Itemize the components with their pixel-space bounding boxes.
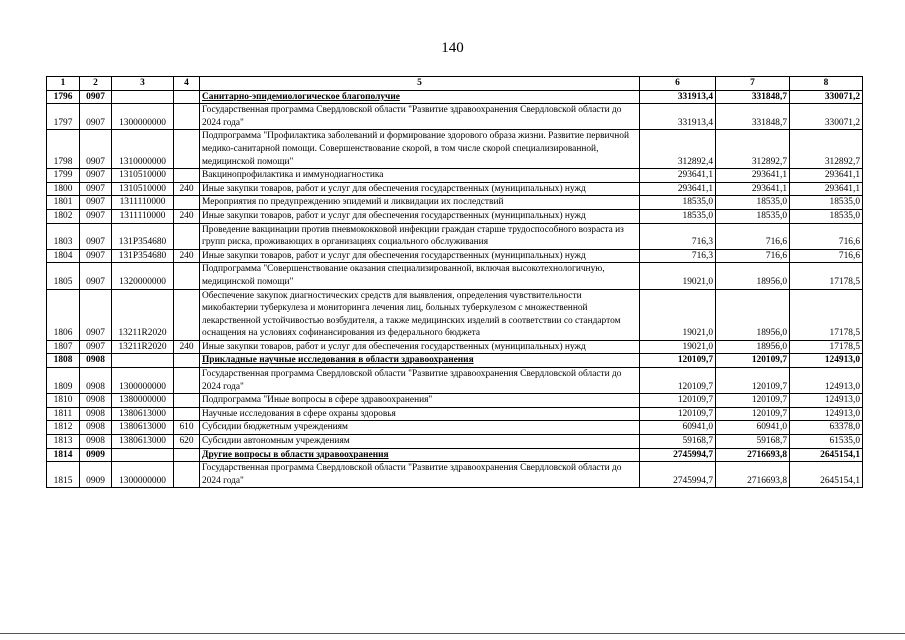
amount-col8-cell: 17178,5	[790, 340, 863, 354]
column-header: 6	[640, 77, 716, 91]
table-row	[47, 435, 863, 449]
section-code-cell: 0907	[80, 169, 112, 183]
expense-type-cell: 240	[174, 249, 200, 263]
section-code-cell: 0907	[80, 340, 112, 354]
amount-col8-cell: 124913,0	[790, 394, 863, 408]
section-code-cell: 0907	[80, 289, 112, 340]
item-name-cell: Субсидии автономным учреждениям	[200, 435, 640, 449]
expense-type-cell: 240	[174, 182, 200, 196]
row-number-cell: 1804	[47, 249, 80, 263]
section-code-cell: 0907	[80, 130, 112, 169]
expense-type-cell	[174, 130, 200, 169]
table-row	[47, 448, 863, 462]
amount-col8-cell: 330071,2	[790, 104, 863, 130]
amount-col6-cell: 716,3	[640, 223, 716, 249]
expense-type-cell	[174, 462, 200, 488]
amount-col7-cell: 18956,0	[716, 340, 790, 354]
target-article-cell: 1310510000	[112, 182, 174, 196]
expense-type-cell	[174, 90, 200, 104]
row-number-cell: 1812	[47, 421, 80, 435]
table-header-row	[47, 77, 863, 91]
target-article-cell: 1380613000	[112, 407, 174, 421]
section-code-cell: 0908	[80, 354, 112, 368]
row-number-cell: 1798	[47, 130, 80, 169]
expense-type-cell	[174, 263, 200, 289]
amount-col6-cell: 19021,0	[640, 289, 716, 340]
table-row	[47, 169, 863, 183]
target-article-cell: 1380613000	[112, 435, 174, 449]
item-name-cell: Мероприятия по предупреждению эпидемий и ликвидации их последствий	[200, 196, 640, 210]
section-code-cell: 0908	[80, 435, 112, 449]
table-row	[47, 209, 863, 223]
amount-col8-cell: 17178,5	[790, 289, 863, 340]
target-article-cell	[112, 354, 174, 368]
item-name-cell: Обеспечение закупок диагностических средств для выявления, определения чувствительности микобактерии туберкулеза и мониторинга лечения лиц, больных туберкулезом с множественной лекарственной устойчивостью возбудителя, а также медицинских изделий в соответствии со стандартом оснащения на условиях софинансирования из федерального бюджета	[200, 289, 640, 340]
row-number-cell: 1797	[47, 104, 80, 130]
item-name-cell: Субсидии бюджетным учреждениям	[200, 421, 640, 435]
page-bottom-edge	[0, 633, 905, 634]
amount-col6-cell: 293641,1	[640, 182, 716, 196]
amount-col6-cell: 331913,4	[640, 90, 716, 104]
row-number-cell: 1808	[47, 354, 80, 368]
amount-col7-cell: 120109,7	[716, 368, 790, 394]
target-article-cell: 1311110000	[112, 209, 174, 223]
amount-col8-cell: 293641,1	[790, 169, 863, 183]
table-row	[47, 223, 863, 249]
expense-type-cell	[174, 407, 200, 421]
table-row	[47, 104, 863, 130]
target-article-cell: 1310000000	[112, 130, 174, 169]
table-row	[47, 340, 863, 354]
amount-col7-cell: 120109,7	[716, 394, 790, 408]
row-number-cell: 1811	[47, 407, 80, 421]
row-number-cell: 1807	[47, 340, 80, 354]
section-code-cell: 0907	[80, 196, 112, 210]
amount-col8-cell: 330071,2	[790, 90, 863, 104]
table-row	[47, 421, 863, 435]
amount-col7-cell: 2716693,8	[716, 448, 790, 462]
row-number-cell: 1796	[47, 90, 80, 104]
item-name-cell: Иные закупки товаров, работ и услуг для обеспечения государственных (муниципальных) нужд	[200, 249, 640, 263]
table-row	[47, 407, 863, 421]
expense-type-cell	[174, 354, 200, 368]
target-article-cell: 1300000000	[112, 368, 174, 394]
item-name-cell: Государственная программа Свердловской области "Развитие здравоохранения Свердловской области до 2024 года"	[200, 104, 640, 130]
amount-col6-cell: 19021,0	[640, 263, 716, 289]
column-header: 7	[716, 77, 790, 91]
amount-col6-cell: 18535,0	[640, 196, 716, 210]
amount-col7-cell: 120109,7	[716, 407, 790, 421]
amount-col6-cell: 120109,7	[640, 407, 716, 421]
expense-type-cell	[174, 289, 200, 340]
item-name-cell: Иные закупки товаров, работ и услуг для обеспечения государственных (муниципальных) нужд	[200, 340, 640, 354]
section-code-cell: 0907	[80, 104, 112, 130]
section-code-cell: 0908	[80, 394, 112, 408]
row-number-cell: 1805	[47, 263, 80, 289]
section-code-cell: 0908	[80, 407, 112, 421]
amount-col7-cell: 293641,1	[716, 169, 790, 183]
row-number-cell: 1815	[47, 462, 80, 488]
item-name-cell: Научные исследования в сфере охраны здоровья	[200, 407, 640, 421]
table-row	[47, 263, 863, 289]
table-row	[47, 354, 863, 368]
amount-col7-cell: 716,6	[716, 223, 790, 249]
amount-col7-cell: 18956,0	[716, 289, 790, 340]
amount-col6-cell: 19021,0	[640, 340, 716, 354]
item-name-cell: Санитарно-эпидемиологическое благополучие	[200, 90, 640, 104]
section-code-cell: 0907	[80, 249, 112, 263]
amount-col7-cell: 716,6	[716, 249, 790, 263]
amount-col6-cell: 293641,1	[640, 169, 716, 183]
table-row	[47, 182, 863, 196]
section-code-cell: 0907	[80, 223, 112, 249]
amount-col7-cell: 59168,7	[716, 435, 790, 449]
amount-col8-cell: 293641,1	[790, 182, 863, 196]
amount-col7-cell: 312892,7	[716, 130, 790, 169]
amount-col8-cell: 2645154,1	[790, 462, 863, 488]
amount-col7-cell: 331848,7	[716, 104, 790, 130]
budget-table	[46, 76, 863, 488]
amount-col6-cell: 120109,7	[640, 368, 716, 394]
column-header: 2	[80, 77, 112, 91]
target-article-cell: 13211R2020	[112, 289, 174, 340]
amount-col7-cell: 293641,1	[716, 182, 790, 196]
row-number-cell: 1799	[47, 169, 80, 183]
amount-col6-cell: 312892,4	[640, 130, 716, 169]
item-name-cell: Государственная программа Свердловской области "Развитие здравоохранения Свердловской области до 2024 года"	[200, 462, 640, 488]
expense-type-cell	[174, 169, 200, 183]
target-article-cell: 1310510000	[112, 169, 174, 183]
amount-col8-cell: 124913,0	[790, 354, 863, 368]
table-row	[47, 394, 863, 408]
item-name-cell: Подпрограмма "Иные вопросы в сфере здравоохранения"	[200, 394, 640, 408]
item-name-cell: Вакцинопрофилактика и иммунодиагностика	[200, 169, 640, 183]
amount-col6-cell: 60941,0	[640, 421, 716, 435]
amount-col6-cell: 331913,4	[640, 104, 716, 130]
item-name-cell: Подпрограмма "Профилактика заболеваний и формирование здорового образа жизни. Развитие первичной медико-санитарной помощи. Совершенствование скорой, в том числе скорой специализированной, медицинской помощи"	[200, 130, 640, 169]
column-header: 1	[47, 77, 80, 91]
expense-type-cell: 240	[174, 340, 200, 354]
amount-col6-cell: 120109,7	[640, 354, 716, 368]
row-number-cell: 1813	[47, 435, 80, 449]
amount-col6-cell: 2745994,7	[640, 462, 716, 488]
amount-col8-cell: 124913,0	[790, 407, 863, 421]
section-code-cell: 0909	[80, 462, 112, 488]
expense-type-cell	[174, 368, 200, 394]
section-code-cell: 0908	[80, 421, 112, 435]
amount-col6-cell: 2745994,7	[640, 448, 716, 462]
table-row	[47, 130, 863, 169]
expense-type-cell: 240	[174, 209, 200, 223]
table-row	[47, 462, 863, 488]
amount-col6-cell: 59168,7	[640, 435, 716, 449]
table-row	[47, 196, 863, 210]
expense-type-cell	[174, 448, 200, 462]
target-article-cell: 1380000000	[112, 394, 174, 408]
target-article-cell	[112, 90, 174, 104]
row-number-cell: 1806	[47, 289, 80, 340]
amount-col7-cell: 2716693,8	[716, 462, 790, 488]
amount-col8-cell: 716,6	[790, 249, 863, 263]
section-code-cell: 0907	[80, 263, 112, 289]
amount-col7-cell: 120109,7	[716, 354, 790, 368]
amount-col7-cell: 18956,0	[716, 263, 790, 289]
amount-col8-cell: 2645154,1	[790, 448, 863, 462]
expense-type-cell: 610	[174, 421, 200, 435]
table-row	[47, 289, 863, 340]
amount-col7-cell: 60941,0	[716, 421, 790, 435]
row-number-cell: 1800	[47, 182, 80, 196]
section-code-cell: 0908	[80, 368, 112, 394]
amount-col8-cell: 63378,0	[790, 421, 863, 435]
table-row	[47, 368, 863, 394]
amount-col8-cell: 17178,5	[790, 263, 863, 289]
amount-col7-cell: 18535,0	[716, 209, 790, 223]
row-number-cell: 1801	[47, 196, 80, 210]
target-article-cell: 1300000000	[112, 462, 174, 488]
table-row	[47, 249, 863, 263]
amount-col7-cell: 18535,0	[716, 196, 790, 210]
column-header: 3	[112, 77, 174, 91]
table-row	[47, 90, 863, 104]
section-code-cell: 0907	[80, 90, 112, 104]
amount-col8-cell: 716,6	[790, 223, 863, 249]
row-number-cell: 1809	[47, 368, 80, 394]
target-article-cell: 131P354680	[112, 223, 174, 249]
target-article-cell: 13211R2020	[112, 340, 174, 354]
expense-type-cell	[174, 394, 200, 408]
item-name-cell: Иные закупки товаров, работ и услуг для обеспечения государственных (муниципальных) нужд	[200, 209, 640, 223]
section-code-cell: 0907	[80, 182, 112, 196]
amount-col8-cell: 61535,0	[790, 435, 863, 449]
amount-col6-cell: 120109,7	[640, 394, 716, 408]
item-name-cell: Подпрограмма "Совершенствование оказания специализированной, включая высокотехнологичную, медицинской помощи"	[200, 263, 640, 289]
amount-col6-cell: 716,3	[640, 249, 716, 263]
target-article-cell: 1380613000	[112, 421, 174, 435]
amount-col8-cell: 124913,0	[790, 368, 863, 394]
section-code-cell: 0909	[80, 448, 112, 462]
row-number-cell: 1810	[47, 394, 80, 408]
expense-type-cell	[174, 223, 200, 249]
column-header: 8	[790, 77, 863, 91]
column-header: 4	[174, 77, 200, 91]
amount-col6-cell: 18535,0	[640, 209, 716, 223]
column-header: 5	[200, 77, 640, 91]
amount-col8-cell: 18535,0	[790, 196, 863, 210]
target-article-cell: 1320000000	[112, 263, 174, 289]
target-article-cell	[112, 448, 174, 462]
item-name-cell: Государственная программа Свердловской области "Развитие здравоохранения Свердловской области до 2024 года"	[200, 368, 640, 394]
section-code-cell: 0907	[80, 209, 112, 223]
item-name-cell: Другие вопросы в области здравоохранения	[200, 448, 640, 462]
target-article-cell: 1311110000	[112, 196, 174, 210]
expense-type-cell	[174, 104, 200, 130]
expense-type-cell	[174, 196, 200, 210]
row-number-cell: 1814	[47, 448, 80, 462]
target-article-cell: 131P354680	[112, 249, 174, 263]
amount-col8-cell: 18535,0	[790, 209, 863, 223]
amount-col8-cell: 312892,7	[790, 130, 863, 169]
target-article-cell: 1300000000	[112, 104, 174, 130]
expense-type-cell: 620	[174, 435, 200, 449]
amount-col7-cell: 331848,7	[716, 90, 790, 104]
row-number-cell: 1803	[47, 223, 80, 249]
item-name-cell: Проведение вакцинации против пневмококковой инфекции граждан старше трудоспособного возраста из групп риска, проживающих в организациях социального обслуживания	[200, 223, 640, 249]
page-number: 140	[441, 40, 464, 56]
row-number-cell: 1802	[47, 209, 80, 223]
item-name-cell: Иные закупки товаров, работ и услуг для обеспечения государственных (муниципальных) нужд	[200, 182, 640, 196]
item-name-cell: Прикладные научные исследования в области здравоохранения	[200, 354, 640, 368]
